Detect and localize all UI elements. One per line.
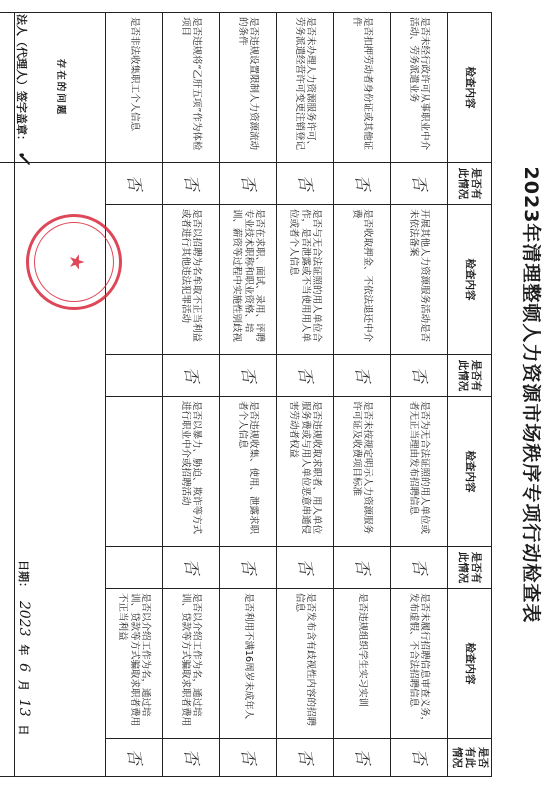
problems-label: 存在的问题 [14,13,105,163]
check-status-cell [390,739,447,777]
check-item-text: 是否收取押金、不依法退还中介费 [333,205,390,355]
check-item-text: 是否利用不满16周岁未成年人 [219,589,276,739]
legal-rep-signature-line [13,14,34,165]
handwritten-signature: ✓ [13,149,34,165]
check-status-cell [219,739,276,777]
header-status-3: 是否有此情况 [447,547,491,589]
check-row [219,13,276,777]
check-item-text: 是否违规将“乙肝五项”作为体检项目 [162,13,219,163]
check-status-cell [219,163,276,205]
handwritten-no-mark: 否 [237,366,259,385]
check-item-text: 是否以暴力、胁迫、欺诈等方式进行职业中介或招聘活动 [162,397,219,547]
date-day: 13 [16,698,32,717]
check-item-text: 是否与无合法证照的用人单位合作，是否泄露或不当使用用人单位或者个人信息 [276,205,333,355]
check-status-cell [105,547,162,589]
handwritten-no-mark: 否 [123,748,145,767]
header-status-2: 是否有此情况 [447,355,491,397]
header-row [447,13,491,777]
handwritten-no-mark: 否 [294,748,316,767]
date-year-suffix: 年 [17,644,30,656]
handwritten-no-mark: 否 [408,558,430,577]
check-status-cell [105,163,162,205]
header-content-1: 检查内容 [447,13,491,163]
check-status-cell [162,739,219,777]
check-item-text: 是否以介绍工作为名，通过培训、贷款等方式骗取求职者费用 [162,589,219,739]
header-status-4: 是否有此情况 [447,739,491,777]
date-label: 日期： [17,560,30,593]
date-month-suffix: 月 [17,679,30,691]
check-item-text: 是否扣押劳动者身份证或其他证件 [333,13,390,163]
check-status-cell [333,355,390,397]
check-status-cell [276,739,333,777]
check-item-text: 是否未办理人力资源服务许可、劳务派遣经营许可变更注销登记 [276,13,333,163]
check-row [276,13,333,777]
check-item-text: 是否未经行政许可从事职业中介活动、劳务派遣业务 [390,13,447,163]
check-status-cell [219,547,276,589]
legal-rep-label: 法人（代理人）签字盖章： [15,14,28,146]
handwritten-no-mark: 否 [180,174,202,193]
check-row [333,13,390,777]
rectification-label [0,13,14,163]
handwritten-no-mark: 否 [237,748,259,767]
date-day-suffix: 日 [17,724,30,736]
handwritten-no-mark: 否 [351,748,373,767]
handwritten-no-mark: 否 [294,174,316,193]
check-item-text: 是否违规收取求职者、用人单位服务费或与用人单位恶意串通侵害劳动者权益 [276,397,333,547]
handwritten-no-mark: 否 [294,558,316,577]
check-item-text [105,397,162,547]
check-item-text: 是否为无合法证照的用人单位或者无正当理由发布招聘信息 [390,397,447,547]
check-item-text: 是否非法收集职工个人信息 [105,13,162,163]
header-content-3: 检查内容 [447,397,491,547]
handwritten-no-mark: 否 [123,174,145,193]
handwritten-no-mark: 否 [351,174,373,193]
check-item-text: 是否以介绍工作为名，通过培训、贷款等方式骗取求职者费用不正当利益 [105,589,162,739]
handwritten-no-mark: 否 [408,748,430,767]
check-status-cell [333,547,390,589]
handwritten-no-mark: 否 [294,366,316,385]
check-status-cell [162,163,219,205]
rectification-cell [0,163,14,777]
header-content-4: 检查内容 [447,589,491,739]
check-item-text: 是否未履行招聘信息审查义务，发布虚假、不合法招聘信息 [390,589,447,739]
handwritten-no-mark: 否 [237,558,259,577]
check-status-cell [390,163,447,205]
check-table [0,12,492,777]
header-status-1: 是否有此情况 [447,163,491,205]
check-item-text: 是否以招聘为名牟取不正当利益或者进行其他违法犯罪活动 [162,205,219,355]
date-month: 6 [16,663,32,673]
check-status-cell [105,355,162,397]
rectification-row [0,13,14,777]
check-item-text: 是否违规设置限制人力资源流动的条件 [219,13,276,163]
handwritten-no-mark: 否 [408,366,430,385]
check-status-cell [390,547,447,589]
check-row [162,13,219,777]
handwritten-no-mark: 否 [237,174,259,193]
date-line [16,560,32,735]
handwritten-no-mark: 否 [351,558,373,577]
check-item-text: 是否违规组织学生实习实训 [333,589,390,739]
check-status-cell [276,355,333,397]
check-status-cell [162,355,219,397]
check-item-text: 开展其他人力资源服务活动是否未依法备案 [390,205,447,355]
check-status-cell [219,355,276,397]
header-content-2: 检查内容 [447,205,491,355]
handwritten-no-mark: 否 [180,748,202,767]
company-seal [26,214,122,310]
check-status-cell [276,163,333,205]
check-status-cell [333,163,390,205]
handwritten-no-mark: 否 [351,366,373,385]
check-row [105,13,162,777]
handwritten-no-mark: 否 [180,558,202,577]
date-year: 2023 [16,600,32,637]
check-item-text: 是否违规收集、使用、泄露求职者个人信息 [219,397,276,547]
check-status-cell [333,739,390,777]
check-status-cell [162,547,219,589]
check-status-cell [390,355,447,397]
check-status-cell [105,739,162,777]
check-status-cell [276,547,333,589]
handwritten-no-mark: 否 [180,366,202,385]
check-item-text: 是否未按规定明示人力资源服务许可证及收费项目标准 [333,397,390,547]
check-rows [105,13,447,777]
check-item-text: 是否在求职、面试、录用、评聘专业技术职称和职业资格、培训、薪资等过程中实施性别歧视 [219,205,276,355]
check-item-text: 是否发布含有歧视性内容的招聘信息 [276,589,333,739]
check-row [390,13,447,777]
seal-star-icon: ★ [65,253,89,271]
handwritten-no-mark: 否 [408,174,430,193]
form-title: 2023年清理整顿人力资源市场秩序专项行动检查表 [520,166,542,624]
